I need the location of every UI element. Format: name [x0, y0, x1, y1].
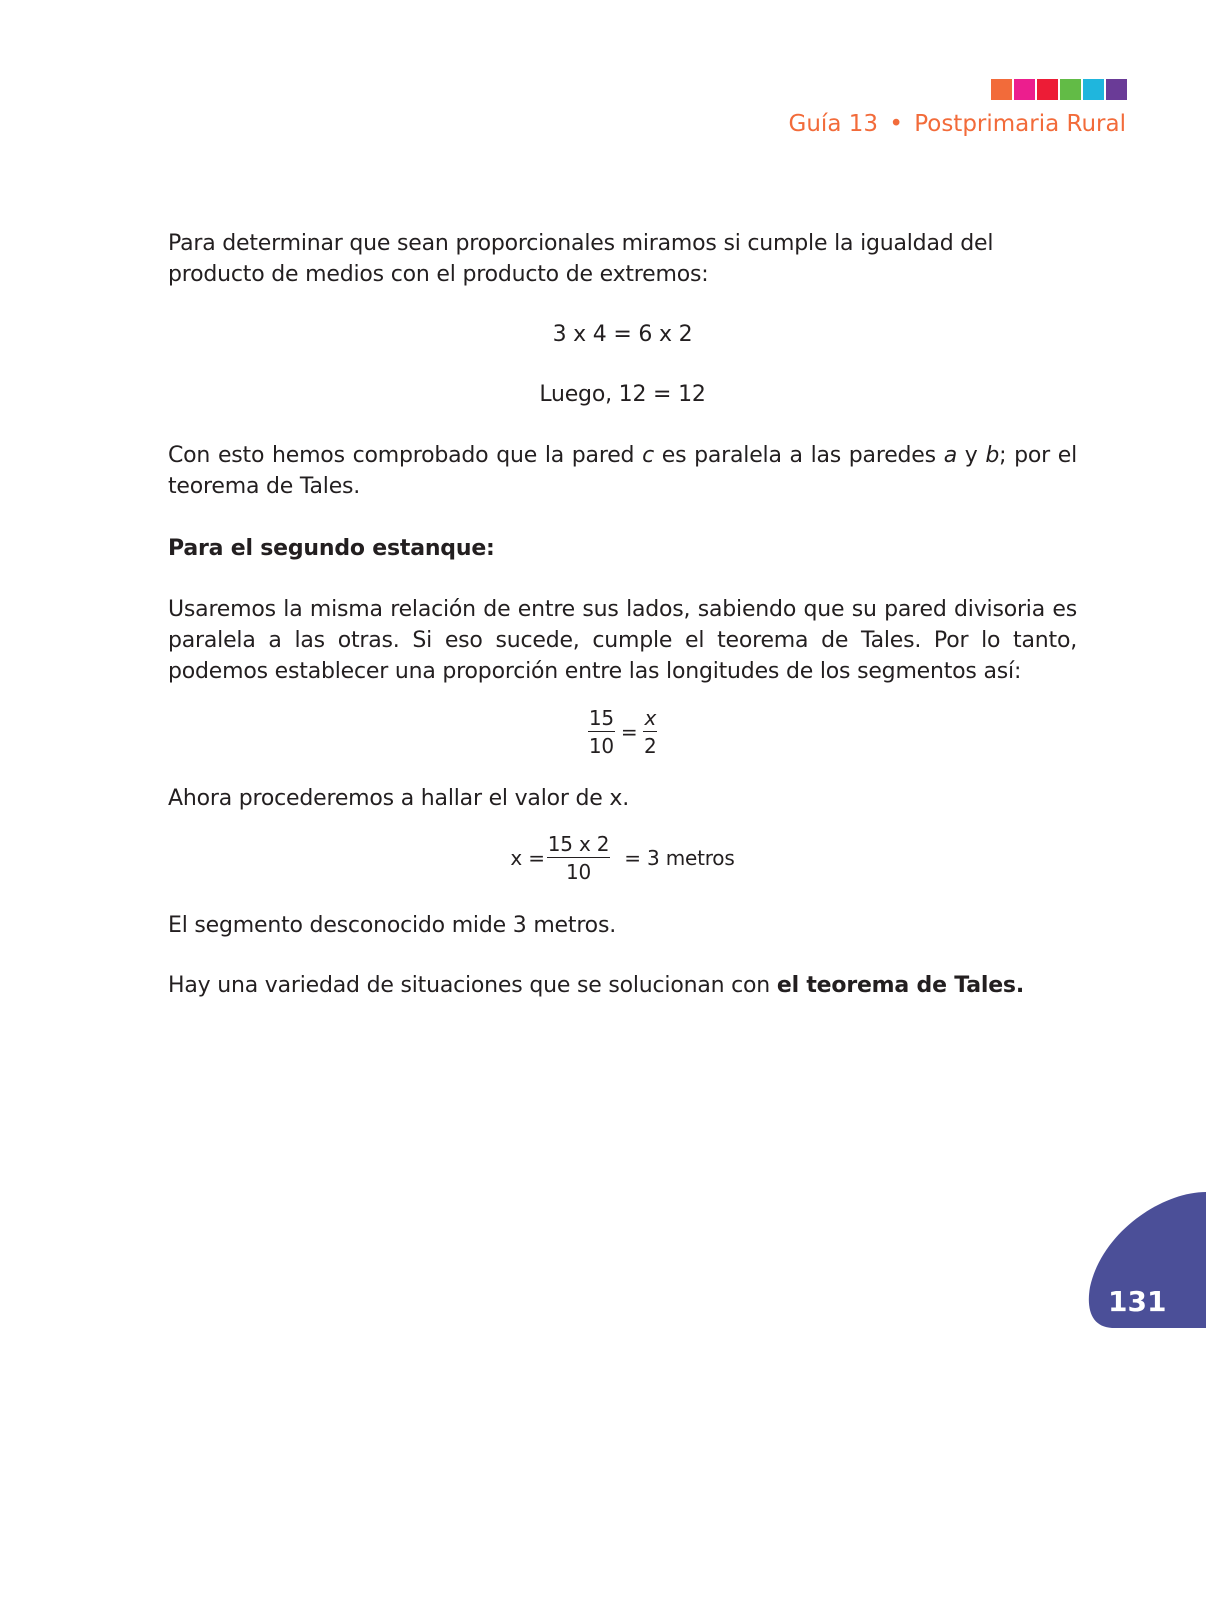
equation-result: Luego, 12 = 12 [539, 382, 706, 407]
equals-sign: = [620, 719, 638, 744]
paragraph-parallel: Con esto hemos comprobado que la pared c es paralela a las paredes a y b; por el teorema de Tales. [168, 443, 1078, 499]
color-square-green [1060, 79, 1081, 100]
color-square-orange [991, 79, 1012, 100]
fraction-x-over-2: $\frac{x}{2}$ [644, 706, 657, 758]
bold-theorem: el teorema de Tales. [776, 973, 1024, 998]
paragraph-proportional: Para determinar que sean proporcionales miramos si cumple la igualdad del producto de medios con el producto de extremos: [168, 231, 994, 287]
guide-label: Guía 13 [788, 111, 878, 137]
fraction-15-over-10: $\frac{15}{10}$ [588, 706, 614, 758]
paragraph-segment-length: El segmento desconocido mide 3 metros. [168, 913, 616, 938]
paragraph-second-pond: Usaremos la misma relación de entre sus lados, sabiendo que su pared divisoria es paralela a las otras. Si eso sucede, cumple el teorema de Tales. Por lo tanto, podemos establecer una proporción entre las longitudes de los segmentos así: [168, 597, 1077, 684]
fraction-15x2-over-10: $\frac{15 x 2}{10}$ [547, 832, 610, 884]
page-content [168, 228, 1077, 1001]
paragraph-find-x: Ahora procederemos a hallar el valor de x. [168, 786, 630, 811]
color-strip [991, 79, 1127, 100]
equation-products: 3 x 4 = 6 x 2 [552, 322, 693, 347]
color-square-cyan [1083, 79, 1104, 100]
program-label: Postprimaria Rural [914, 111, 1126, 137]
section-heading: Para el segundo estanque: [168, 536, 495, 561]
paragraph-conclusion: Hay una variedad de situaciones que se solucionan con el teorema de Tales. [168, 973, 1024, 998]
page-number: 131 [1108, 1285, 1167, 1318]
variable-a: a [943, 443, 957, 468]
color-square-purple [1106, 79, 1127, 100]
color-square-red [1037, 79, 1058, 100]
bullet-separator: • [889, 111, 903, 137]
equation-rhs: = 3 metros [624, 845, 735, 870]
equation-lhs: x = [510, 845, 545, 870]
page-number-badge [1082, 1192, 1206, 1342]
color-square-magenta [1014, 79, 1035, 100]
running-head [789, 111, 1126, 137]
variable-c: c [642, 443, 654, 468]
solve-equation [168, 834, 1077, 882]
proportion-equation [168, 708, 1077, 756]
variable-b: b [985, 443, 1000, 468]
